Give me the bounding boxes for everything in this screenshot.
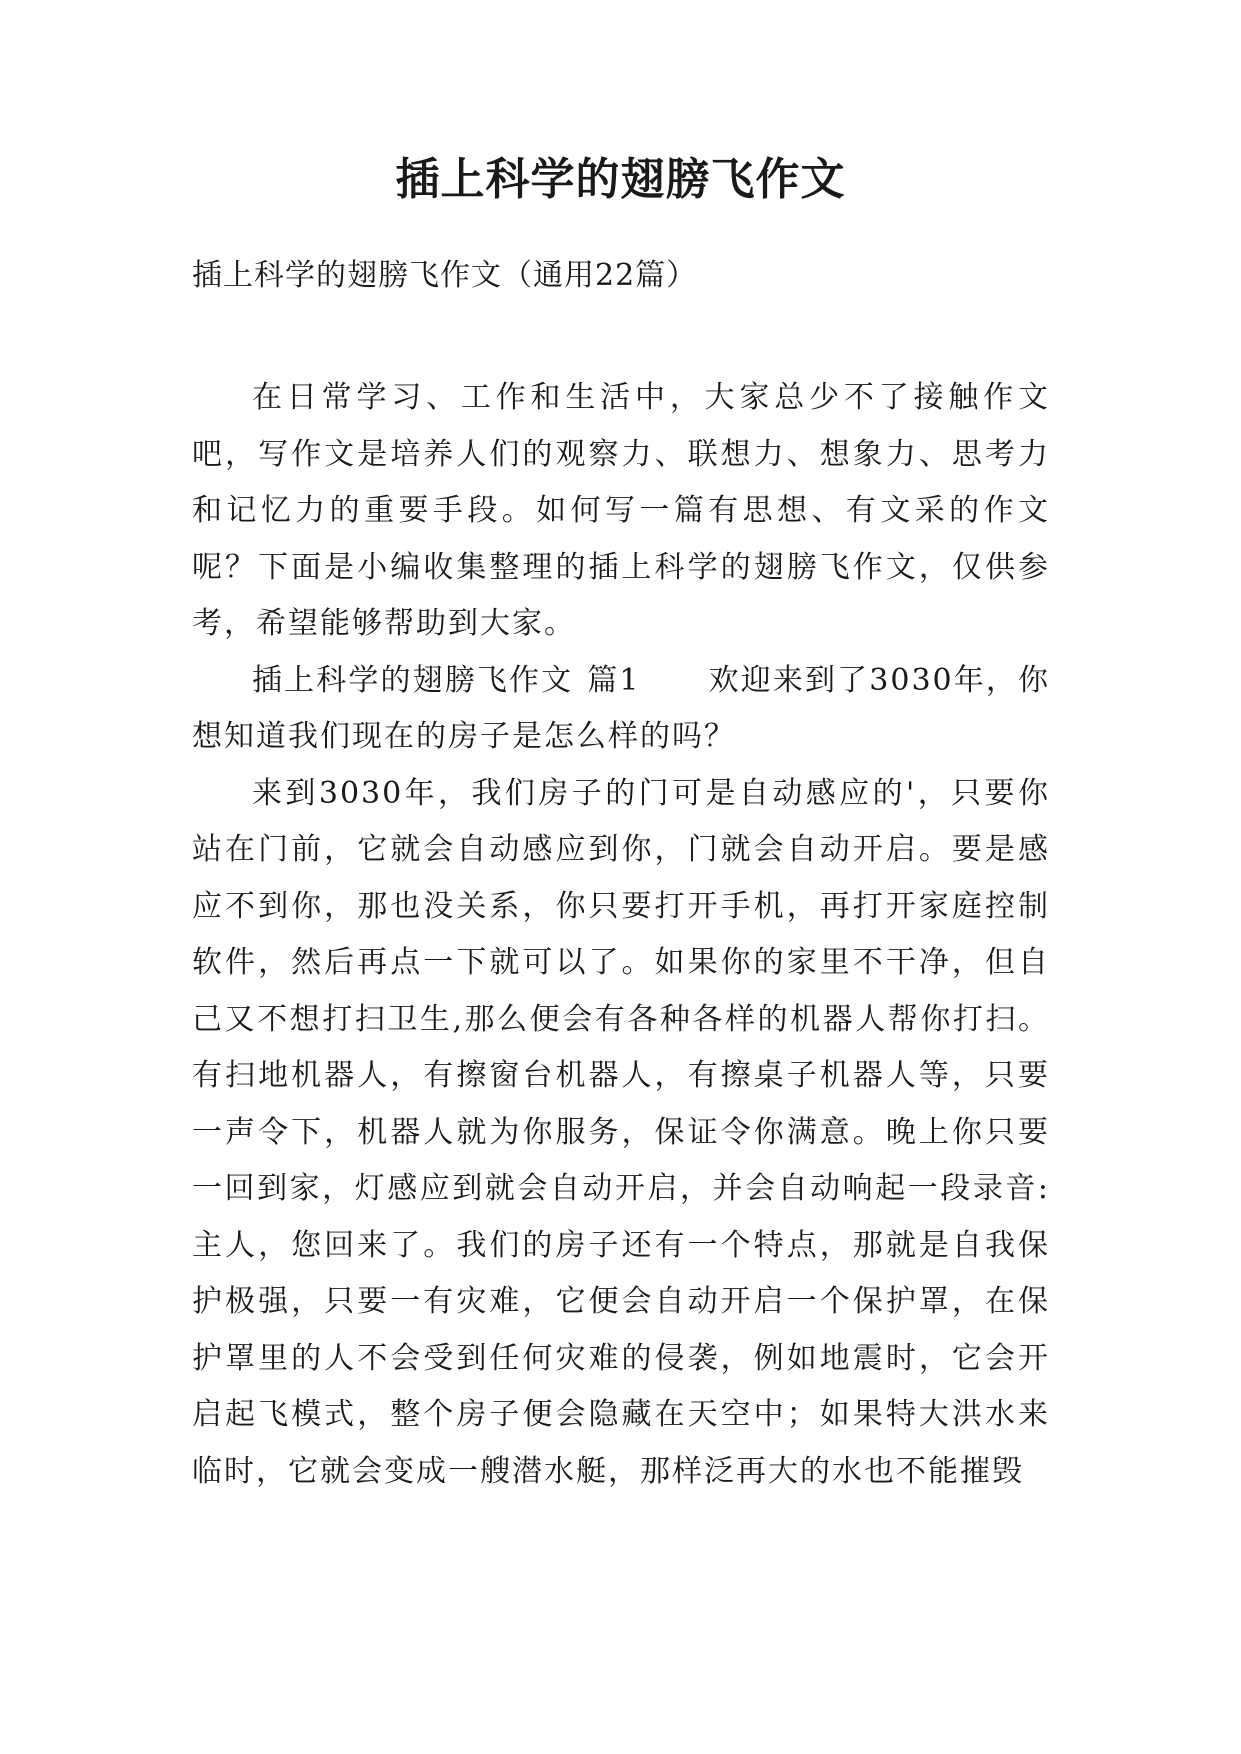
section-1-paragraph — [192, 653, 1050, 766]
document-subtitle: 插上科学的翅膀飞作文（通用22篇） — [192, 258, 698, 293]
section-1-heading: 插上科学的翅膀飞作文 — [252, 662, 574, 698]
intro-paragraph: 在日常学习、工作和生活中，大家总少不了接触作文吧，写作文是培养人们的观察力、联想力、想象力、思考力和记忆力的重要手段。如何写一篇有思想、有文采的作文呢？下面是小编收集整理的插上科学的翅膀飞作文，仅供参考，希望能够帮助到大家。 — [192, 380, 1050, 641]
section-1-number: 篇1 — [587, 662, 641, 698]
document-body — [192, 256, 1050, 1500]
section-1-opening: 欢迎来到了3030年，你想知道我们现在的房子是怎么样的吗？ — [192, 662, 1050, 754]
body-paragraph: 来到3030年，我们房子的门可是自动感应的'，只要你站在门前，它就会自动感应到你，门就会自动开启。要是感应不到你，那也没关系，你只要打开手机，再打开家庭控制软件，然后再点一下就可以了。如果你的家里不干净，但自己又不想打扫卫生,那么便会有各种各样的机器人帮你打扫。有扫地机器人，有擦窗台机器人，有擦桌子机器人等，只要一声令下，机器人就为你服务，保证令你满意。晚上你只要一回到家，灯感应到就会自动开启，并会自动响起一段录音:主人，您回来了。我们的房子还有一个特点，那就是自我保护极强，只要一有灾难，它便会自动开启一个保护罩，在保护罩里的人不会受到任何灾难的侵袭，例如地震时，它会开启起飞模式，整个房子便会隐藏在天空中；如果特大洪水来临时，它就会变成一艘潜水艇，那样泛再大的水也不能摧毁 — [192, 775, 1050, 1489]
page-title: 插上科学的翅膀飞作文 — [395, 154, 846, 205]
